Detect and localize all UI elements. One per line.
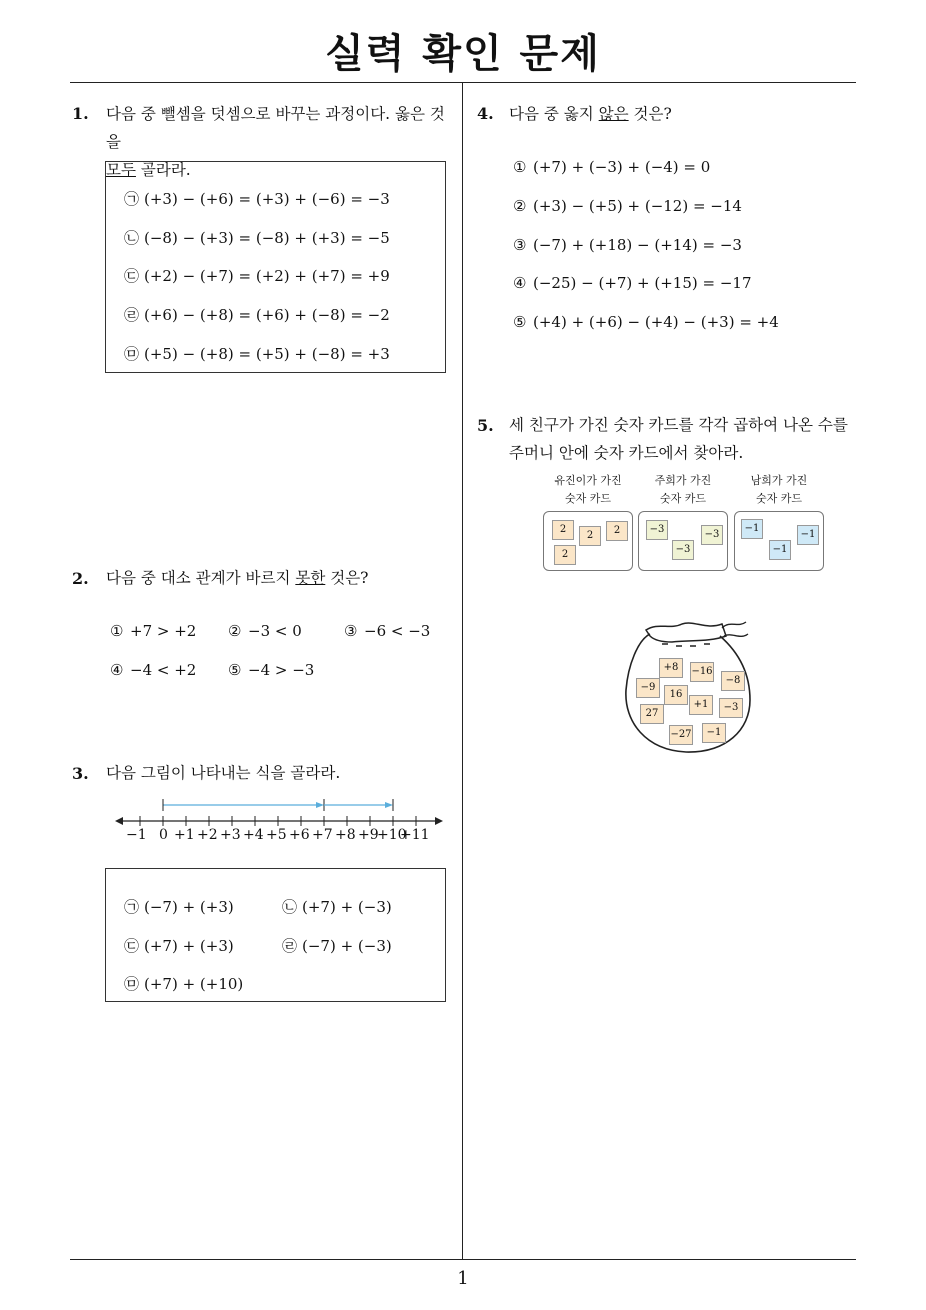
q3-item-expr: (+7) + (+3) <box>144 937 234 955</box>
number-card: −1 <box>769 540 791 560</box>
pouch-neck <box>646 623 726 642</box>
q2-text-b: 것은? <box>325 569 369 587</box>
q2-option[interactable] <box>228 622 302 640</box>
caption-sub: 숫자 카드 <box>564 492 611 505</box>
q4-option-mark: ① <box>513 158 527 176</box>
q1-item-mark: ㉠ <box>124 190 140 208</box>
q2-option-expr: −4 > −3 <box>248 661 315 679</box>
column-divider <box>462 83 463 1259</box>
q3-item[interactable] <box>124 935 234 956</box>
tick-label: 0 <box>159 827 168 843</box>
q3-item-mark: ㉢ <box>124 937 140 955</box>
q1-item-expr: (+5) − (+8) = (+5) + (−8) = +3 <box>144 345 390 363</box>
q3-item-expr: (+7) + (+10) <box>144 975 244 993</box>
q3-text: 다음 그림이 나타내는 식을 골라라. <box>106 764 341 782</box>
pouch-card: −9 <box>636 678 660 698</box>
q1-item-expr: (+6) − (+8) = (+6) + (−8) = −2 <box>144 306 390 324</box>
number-card: −3 <box>672 540 694 560</box>
q1-item-mark: ㉡ <box>124 229 140 247</box>
q5-text <box>509 411 854 467</box>
q3-item-expr: (+7) + (−3) <box>302 898 392 916</box>
q2-option-mark: ① <box>110 622 124 640</box>
q1-text-a: 다음 중 뺄셈을 덧셈으로 바꾸는 과정이다. 옳은 것을 <box>106 105 445 151</box>
q4-option-mark: ⑤ <box>513 313 527 331</box>
number-card: 2 <box>554 545 576 565</box>
tick-label: +2 <box>197 827 218 843</box>
q2-option-expr: −4 < +2 <box>130 661 197 679</box>
q4-option-expr: (+3) − (+5) + (−12) = −14 <box>533 197 742 215</box>
number-line-right-arrow <box>435 817 443 825</box>
q3-item-mark: ㉡ <box>282 898 298 916</box>
card-group-juhee <box>638 511 728 571</box>
q2-option-mark: ③ <box>344 622 358 640</box>
q1-item-expr: (+3) − (+6) = (+3) + (−6) = −3 <box>144 190 390 208</box>
q1-item[interactable] <box>124 265 390 286</box>
tick-label: +9 <box>358 827 379 843</box>
number-card: 2 <box>552 520 574 540</box>
second-move-arrowhead <box>385 802 393 808</box>
q1-item-expr: (−8) − (+3) = (−8) + (+3) = −5 <box>144 229 390 247</box>
number-card: 2 <box>579 526 601 546</box>
q3-item-expr: (−7) + (−3) <box>302 937 392 955</box>
q1-text-underlined: 모두 <box>106 161 136 179</box>
number-card: 2 <box>606 521 628 541</box>
q4-option[interactable] <box>513 158 710 176</box>
q2-text-underlined: 못한 <box>295 569 326 587</box>
q3-item-expr: (−7) + (+3) <box>144 898 234 916</box>
q4-option[interactable] <box>513 197 742 215</box>
pouch-card: −8 <box>721 671 745 691</box>
q3-item-mark: ㉠ <box>124 898 140 916</box>
pouch-stitches <box>662 644 710 646</box>
tick-label: +6 <box>289 827 310 843</box>
q4-option-mark: ③ <box>513 236 527 254</box>
q5-number: 5. <box>477 416 494 435</box>
q1-item-mark: ㉤ <box>124 345 140 363</box>
q1-item-expr: (+2) − (+7) = (+2) + (+7) = +9 <box>144 267 390 285</box>
top-rule <box>70 82 856 83</box>
pouch-string <box>722 622 746 628</box>
number-card: −1 <box>797 525 819 545</box>
q3-item-mark: ㉤ <box>124 975 140 993</box>
card-group-caption <box>734 472 824 508</box>
q1-item[interactable] <box>124 188 390 209</box>
q2-option[interactable] <box>110 622 196 640</box>
q4-text-underlined: 않은 <box>598 105 629 123</box>
tick-label: +5 <box>266 827 287 843</box>
tick-label: +4 <box>243 827 264 843</box>
q3-item[interactable] <box>124 973 243 994</box>
tick-label: +8 <box>335 827 356 843</box>
pouch-card: −3 <box>719 698 743 718</box>
q3-item[interactable] <box>282 935 392 956</box>
pouch-card: −1 <box>702 723 726 743</box>
q2-text-a: 다음 중 대소 관계가 바르지 <box>106 569 296 587</box>
number-card: −1 <box>741 519 763 539</box>
tick-label: −1 <box>126 827 147 843</box>
q3-number: 3. <box>72 764 89 783</box>
page-title: 실력 확인 문제 <box>325 31 601 77</box>
bottom-rule <box>70 1259 856 1260</box>
q2-option-expr: +7 > +2 <box>130 622 197 640</box>
q2-text <box>106 564 368 592</box>
pouch-card: 27 <box>640 704 664 724</box>
q2-number: 2. <box>72 569 89 588</box>
q4-option-expr: (−7) + (+18) − (+14) = −3 <box>533 236 742 254</box>
q3-item-mark: ㉣ <box>282 937 298 955</box>
q4-number: 4. <box>477 104 494 123</box>
q4-text <box>509 100 672 128</box>
q4-option-expr: (+4) + (+6) − (+4) − (+3) = +4 <box>533 313 779 331</box>
tick-label: +3 <box>220 827 241 843</box>
q4-text-b: 것은? <box>628 105 672 123</box>
card-group-caption <box>543 472 633 508</box>
q2-option-mark: ④ <box>110 661 124 679</box>
first-move-arrowhead <box>316 802 324 808</box>
q1-text-b: 골라라. <box>135 161 191 179</box>
q1-item-mark: ㉢ <box>124 267 140 285</box>
q3-item[interactable] <box>282 896 392 917</box>
q4-option[interactable] <box>513 236 742 254</box>
pouch-card: 16 <box>664 685 688 705</box>
q3-item[interactable] <box>124 896 234 917</box>
q4-option-expr: (+7) + (−3) + (−4) = 0 <box>533 158 711 176</box>
pouch-card: +8 <box>659 658 683 678</box>
caption-sub: 숫자 카드 <box>659 492 706 505</box>
q5-text-b: 주머니 안에 숫자 카드에서 찾아라. <box>509 444 744 462</box>
number-line-left-arrow <box>115 817 123 825</box>
q2-option-mark: ⑤ <box>228 661 242 679</box>
q4-text-a: 다음 중 옳지 <box>509 105 599 123</box>
q2-option[interactable] <box>110 661 196 679</box>
caption-name: 주희가 가진 <box>654 474 712 487</box>
q4-option[interactable] <box>513 274 752 292</box>
q2-option-expr: −6 < −3 <box>364 622 431 640</box>
q5-text-a: 세 친구가 가진 숫자 카드를 각각 곱하여 나온 수를 <box>509 416 848 434</box>
q2-option-expr: −3 < 0 <box>248 622 302 640</box>
caption-name: 남희가 가진 <box>750 474 808 487</box>
pouch-card: −27 <box>669 725 693 745</box>
caption-name: 유진이가 가진 <box>554 474 622 487</box>
number-card: −3 <box>646 520 668 540</box>
q1-item[interactable] <box>124 227 390 248</box>
q1-item[interactable] <box>124 304 390 325</box>
q1-number: 1. <box>72 104 89 123</box>
q4-option-expr: (−25) − (+7) + (+15) = −17 <box>533 274 752 292</box>
card-group-namhee <box>734 511 824 571</box>
number-line-labels <box>115 827 445 847</box>
page-number: 1 <box>457 1268 469 1289</box>
tick-label: +7 <box>312 827 333 843</box>
pouch-card: −16 <box>690 662 714 682</box>
caption-sub: 숫자 카드 <box>755 492 802 505</box>
number-card: −3 <box>701 525 723 545</box>
q4-option[interactable] <box>513 313 779 331</box>
q2-option[interactable] <box>228 661 314 679</box>
card-group-caption <box>638 472 728 508</box>
card-group-yujin <box>543 511 633 571</box>
q1-choice-box <box>105 161 446 373</box>
q2-option-mark: ② <box>228 622 242 640</box>
q3-choice-box <box>105 868 446 1002</box>
q2-option[interactable] <box>344 622 430 640</box>
tick-label: +10 <box>377 827 407 843</box>
q4-option-mark: ④ <box>513 274 527 292</box>
q4-option-mark: ② <box>513 197 527 215</box>
pouch-card: +1 <box>689 695 713 715</box>
q1-item[interactable] <box>124 343 390 364</box>
q1-item-mark: ㉣ <box>124 306 140 324</box>
tick-label: +1 <box>174 827 195 843</box>
pouch-string <box>724 634 748 636</box>
tick-label: +11 <box>400 827 430 843</box>
